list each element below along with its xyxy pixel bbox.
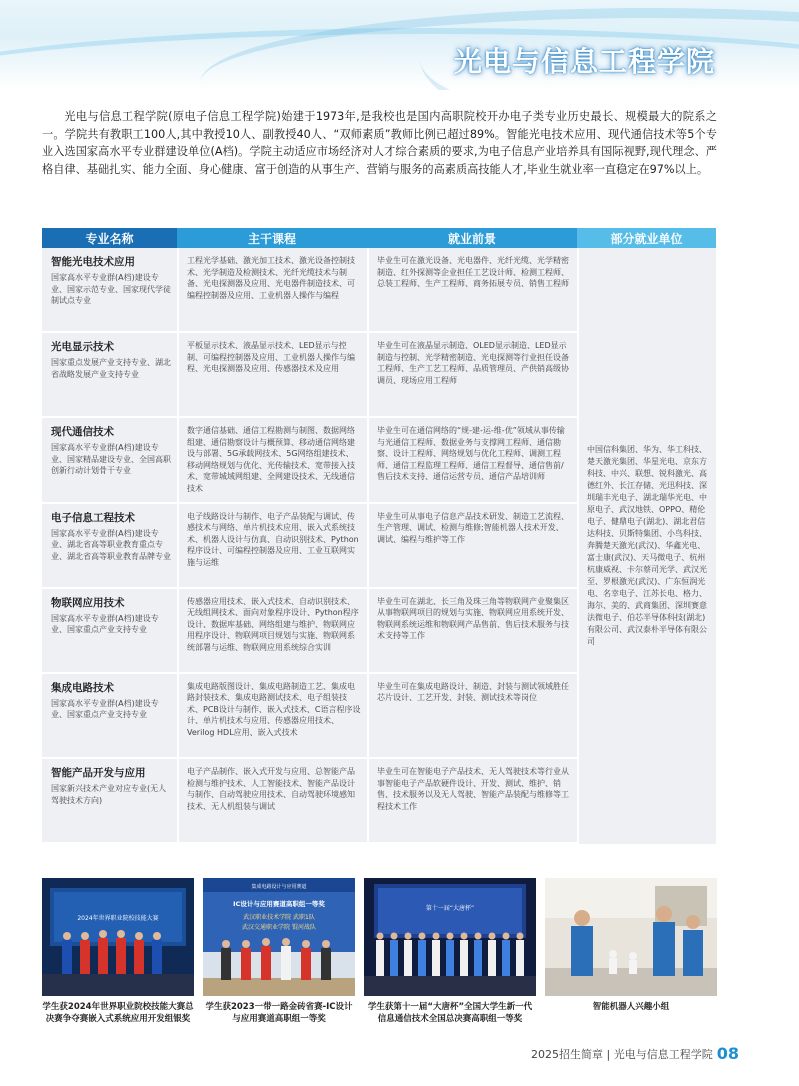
photo-banner-top: 集成电路设计与应用赛道 bbox=[251, 884, 307, 890]
majors-table bbox=[42, 228, 716, 844]
prospects-cell: 毕业生可从事电子信息产品技术研发、制造工艺流程、生产管理、调试、检测与维修;智能机器人技术开发、调试、编程与维护等工作 bbox=[367, 504, 577, 587]
prospects-cell: 毕业生可在集成电路设计、制造、封装与测试领域胜任芯片设计、工艺开发、封装、测试技术等岗位 bbox=[367, 674, 577, 757]
major-desc: 国家高水平专业群(A档)建设专业、国家重点产业支持专业 bbox=[51, 613, 159, 635]
major-desc: 国家新兴技术产业对应专业(无人驾驶技术方向) bbox=[51, 784, 167, 805]
major-name: 现代通信技术 bbox=[51, 426, 114, 439]
table-body bbox=[42, 248, 716, 844]
intro-paragraph: 光电与信息工程学院(原电子信息工程学院)始建于1973年,是我校也是国内高职院校开办电子类专业历史最长、规模最大的院系之一。学院共有教职工100人,其中教授10人、副教授40人、“双师素质”教师比例已超过89%。智能光电技术应用、现代通信技术等5个专业入选国家高水平专业群建设单位(A档)。学院主动适应市场经济对人才综合素质的要求,为电子信息产业培养具有国际视野,现代理念、严格自律、基础扎实、能力全面、身心健康、富于创造的从事生产、营销与服务的高素质高技能人才,毕业生就业率一直稳定在97%以上。 bbox=[42, 110, 717, 176]
photo-robot-group-image bbox=[545, 878, 717, 996]
photo-caption: 学生获2024年世界职业院校技能大赛总决赛争夺赛嵌入式系统应用开发组银奖 bbox=[42, 1002, 194, 1024]
major-cell bbox=[42, 333, 177, 416]
major-cell bbox=[42, 674, 177, 757]
major-name: 智能产品开发与应用 bbox=[51, 767, 146, 780]
major-cell bbox=[42, 589, 177, 672]
header-prospects: 就业前景 bbox=[367, 228, 577, 248]
major-cell bbox=[42, 504, 177, 587]
photo-ic-award bbox=[203, 878, 355, 996]
courses-cell: 平板显示技术、液晶显示技术、LED显示与控制、可编程控制器及应用、工业机器人操作与编程、光电探测器及应用、传感器技术及应用 bbox=[177, 333, 367, 416]
photo-caption: 学生获2023一带一路金砖省赛-IC设计与应用赛道高职组一等奖 bbox=[205, 1002, 353, 1024]
courses-cell: 数字通信基础、通信工程勘测与制图、数据网络组建、通信勘察设计与概预算、移动通信网络建设与部署、5G承载网技术、5G网络组建技术、移动网络规划与优化、光传输技术、宽带接入技术、宽带城域网组建、全网建设技术、无线通信技术 bbox=[177, 418, 367, 501]
photo-banner-line3: 武汉交通职业学院 锟河战队 bbox=[242, 924, 316, 931]
courses-cell: 电子产品制作、嵌入式开发与应用、总智能产品检测与维护技术、人工智能技术、智能产品设计与制作、自动驾驶应用技术、自动驾驶环境感知技术、无人机组装与调试 bbox=[177, 759, 367, 842]
courses-cell: 传感器应用技术、嵌入式技术、自动识别技术、无线组网技术、面向对象程序设计、Python程序设计、数据库基础、网络组建与维护、物联网应用程序设计、物联网项目规划与实施、物联网系统部署与运维、物联网应用系统综合实训 bbox=[177, 589, 367, 672]
table-rows bbox=[42, 248, 577, 844]
major-desc: 国家高水平专业群(A档)建设专业、湖北省高等职业教育重点专业、湖北省高等职业教育品牌专业 bbox=[51, 528, 171, 561]
table-row bbox=[42, 333, 577, 418]
page-number: 08 bbox=[716, 1044, 739, 1063]
major-desc: 国家重点发展产业支持专业、湖北省战略发展产业支持专业 bbox=[51, 358, 171, 379]
prospects-cell: 毕业生可在液晶显示制造、OLED显示制造、LED显示制造与控制、光学精密制造、光电探测等行业担任设备工程师、生产工艺工程师、品质管理员、产供销高级协调员、现场应用工程师 bbox=[367, 333, 577, 416]
table-row bbox=[42, 248, 577, 333]
major-desc: 国家高水平专业群(A档)建设专业、国家示范专业、国家现代学徒制试点专业 bbox=[51, 273, 171, 305]
header-employers: 部分就业单位 bbox=[577, 228, 716, 248]
courses-cell: 工程光学基础、激光加工技术、激光设备控制技术、光学制造及检测技术、光纤光缆技术与制备、光电探测器及应用、光电器件制造技术、可编程控制器及应用、工业机器人操作与编程 bbox=[177, 248, 367, 331]
photo-banner-line1: IC设计与应用赛道高职组一等奖 bbox=[233, 900, 325, 908]
table-row bbox=[42, 418, 577, 503]
prospects-cell: 毕业生可在智能电子产品技术、无人驾驶技术等行业从事智能电子产品软硬件设计、开发、测试、维护、销售、技术服务以及无人驾驶、智能产品装配与维修等工程技术工作 bbox=[367, 759, 577, 842]
photo-award-2024-image bbox=[42, 878, 194, 996]
table-row bbox=[42, 589, 577, 674]
courses-cell: 电子线路设计与制作、电子产品装配与调试、传感技术与网络、单片机技术应用、嵌入式系统技术、机器人设计与仿真、自动识别技术、Python程序设计、可编程控制器及应用、工业互联网实施与运维 bbox=[177, 504, 367, 587]
prospects-cell: 毕业生可在激光设备、光电器件、光纤光缆、光学精密制造、红外探测等企业担任工艺设计师、检测工程师、总装工程师、生产工程师、商务拓展专员、销售工程师 bbox=[367, 248, 577, 331]
employers-cell bbox=[577, 248, 716, 844]
photo-banner-line2: 武汉职业技术学院 武职1队 bbox=[243, 914, 315, 921]
table-header bbox=[42, 228, 716, 248]
table-row bbox=[42, 504, 577, 589]
major-cell bbox=[42, 418, 177, 501]
page-footer bbox=[531, 1044, 739, 1063]
major-name: 物联网应用技术 bbox=[51, 596, 125, 609]
major-name: 电子信息工程技术 bbox=[51, 511, 135, 524]
major-desc: 国家高水平专业群(A档)建设专业、国家精品建设专业、全国高职创新行动计划骨干专业 bbox=[51, 443, 171, 476]
photo-ic-award-image bbox=[203, 878, 355, 996]
major-desc: 国家高水平专业群(A档)建设专业、国家重点产业支持专业 bbox=[51, 698, 159, 720]
prospects-cell: 毕业生可在通信网络的“规-建-运-维-优”领域从事传输与光通信工程师、数据业务与支撑网工程师、通信勘察、设计工程师、网络规划与优化工程师、调测工程师、通信工程监理工程师、通信工程督导、通信售前/售后技术支持、通信运营专员、通信产品培训师 bbox=[367, 418, 577, 501]
photo-banner-text: 2024年世界职业院校技能大赛 bbox=[77, 915, 159, 922]
major-cell bbox=[42, 248, 177, 331]
table-row bbox=[42, 759, 577, 844]
photo-datang-award-image bbox=[364, 878, 536, 996]
photo-banner-text: 第十一届“大唐杯” bbox=[425, 905, 475, 912]
photo-caption: 学生获第十一届“大唐杯”全国大学生新一代信息通信技术全国总决赛高职组一等奖 bbox=[367, 1002, 533, 1024]
footer-text: 2025招生简章 | 光电与信息工程学院 bbox=[531, 1047, 713, 1061]
header-major-name: 专业名称 bbox=[42, 228, 177, 248]
photo-datang-award bbox=[364, 878, 536, 996]
major-name: 智能光电技术应用 bbox=[51, 256, 135, 268]
header-courses: 主干课程 bbox=[177, 228, 367, 248]
major-name: 集成电路技术 bbox=[51, 681, 114, 694]
photo-award-2024 bbox=[42, 878, 194, 996]
major-cell bbox=[42, 759, 177, 842]
photo-robot-group bbox=[545, 878, 717, 996]
prospects-cell: 毕业生可在湖北、长三角及珠三角等物联网产业聚集区从事物联网项目的规划与实施、物联网应用系统开发、物联网系统运维和物联网产品售前、售后技术服务与技术支持等工作 bbox=[367, 589, 577, 672]
page-title: 光电与信息工程学院 bbox=[453, 45, 715, 78]
table-row bbox=[42, 674, 577, 759]
major-name: 光电显示技术 bbox=[51, 341, 114, 354]
employers-text: 中国信科集团、华为、华工科技、楚天激光集团、华星光电、京东方科技、中兴、联想、锐科激光、高德红外、长江存储、光迅科技、深圳瑞丰光电子、湖北瑞华光电、中原电子、武汉地铁、OPPO、精伦电子、健鼎电子(湖北)、湖北君信达科技、贝斯特集团、小鸟科技、奔腾楚天激光(武汉)、华鑫光电、富士康(武汉)、天马微电子、杭州杭康威视、卡尔蔡司光学、武汉光至、罗根激光(武汉)、广东恒润光电、名幸电子、江苏长电、格力、海尔、美的、武商集团、深圳赛意法微电子、伯芯半导体科技(湖北)有限公司、武汉泰朴半导体有限公司 bbox=[587, 445, 707, 646]
photo-caption: 智能机器人兴趣小组 bbox=[592, 1002, 670, 1012]
courses-cell: 集成电路版图设计、集成电路制造工艺、集成电路封装技术、集成电路测试技术、电子组装技术、PCB设计与制作、嵌入式技术、C语言程序设计、单片机技术与应用、传感器应用技术、Verilog HDL应用、嵌入式技术 bbox=[177, 674, 367, 757]
